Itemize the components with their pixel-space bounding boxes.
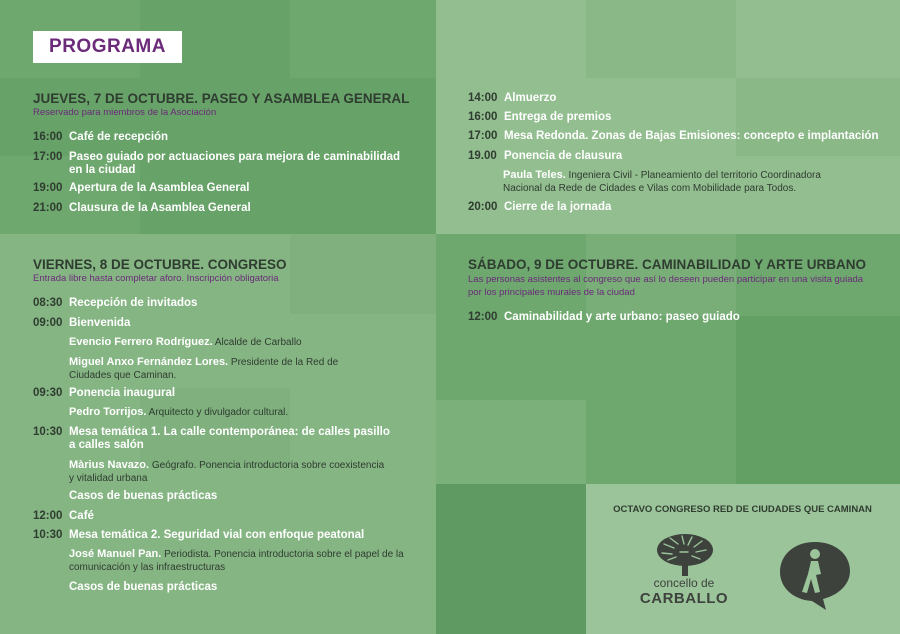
speaker-name: Màrius Navazo. (69, 459, 150, 471)
schedule-text: Café (69, 510, 94, 522)
bg-tile-mid-left-a (290, 234, 436, 314)
schedule-time: 12:00 (468, 311, 498, 323)
friday-title: VIERNES, 8 DE OCTUBRE. CONGRESO (33, 257, 287, 272)
schedule-text: Mesa temática 1. La calle contemporánea: de calles pasillo (69, 426, 390, 438)
schedule-text: Entrega de premios (504, 111, 612, 123)
congress-name: OCTAVO CONGRESO RED DE CIUDADES QUE CAMINAN (613, 504, 872, 515)
speaker-entry (69, 459, 431, 485)
schedule-time: 19:00 (33, 182, 63, 194)
speaker-desc-line2: y vitalidad urbana (69, 473, 148, 484)
speaker-name: Miguel Anxo Fernández Lores. (69, 356, 229, 368)
schedule-text-line2: a calles salón (69, 439, 144, 451)
page-title: PROGRAMA (33, 31, 182, 63)
schedule-text: Recepción de invitados (69, 297, 198, 309)
schedule-time: 08:30 (33, 297, 63, 309)
speaker-entry (69, 356, 429, 382)
schedule-time: 09:00 (33, 317, 63, 329)
speaker-desc: Arquitecto y divulgador cultural. (146, 407, 289, 418)
schedule-time: 12:00 (33, 510, 63, 522)
good-practices-label: Casos de buenas prácticas (69, 581, 218, 593)
schedule-time: 20:00 (468, 201, 498, 213)
speaker-desc: Geógrafo. Ponencia introductoria sobre coexistencia (149, 460, 385, 471)
speaker-desc: Periodista. Ponencia introductoria sobre el papel de la (161, 549, 404, 560)
schedule-text: Ponencia inaugural (69, 387, 176, 399)
speaker-entry (69, 336, 429, 349)
bg-tile-mid-right-b (736, 316, 900, 484)
schedule-time: 17:00 (468, 130, 498, 142)
schedule-time: 16:00 (468, 111, 498, 123)
speaker-desc-line2: comunicación y las infraestructuras (69, 562, 226, 573)
speaker-name: Paula Teles. (503, 169, 566, 181)
schedule-text: Caminabilidad y arte urbano: paseo guiado (504, 311, 740, 323)
schedule-time: 10:30 (33, 529, 63, 541)
schedule-text: Bienvenida (69, 317, 131, 329)
schedule-text: Cierre de la jornada (504, 201, 612, 213)
speaker-name: Pedro Torrijos. (69, 406, 147, 418)
schedule-text: Café de recepción (69, 131, 169, 143)
schedule-text: Paseo guiado por actuaciones para mejora de caminabilidad (69, 151, 401, 163)
bg-tile-top-right-b (736, 78, 900, 156)
schedule-time: 21:00 (33, 202, 63, 214)
saturday-subtitle-line1: Las personas asistentes al congreso que así lo deseen pueden participar en una visita guiada (468, 274, 864, 285)
saturday-subtitle (468, 273, 888, 299)
walking-person-icon (776, 538, 854, 612)
schedule-time: 10:30 (33, 426, 63, 438)
schedule-row (33, 151, 433, 177)
schedule-text: Ponencia de clausura (504, 150, 623, 162)
logo-line1: concello de (653, 576, 715, 590)
saturday-title: SÁBADO, 9 DE OCTUBRE. CAMINABILIDAD Y ARTE URBANO (468, 257, 867, 272)
bg-tile-mid-right-c (436, 400, 586, 484)
carballo-tree-icon (650, 530, 720, 578)
bg-tile-top-right-a (586, 0, 736, 78)
schedule-time: 17:00 (33, 151, 63, 163)
speaker-desc-line2: Ciudades que Caminan. (69, 370, 177, 381)
logo-line2: CARBALLO (639, 590, 729, 607)
bg-tile-top-left-b (290, 0, 436, 78)
speaker-desc: Ingeniera Civil - Planeamiento del territorio Coordinadora (565, 170, 821, 181)
speaker-name: José Manuel Pan. (69, 548, 162, 560)
good-practices-label: Casos de buenas prácticas (69, 490, 218, 502)
schedule-time: 09:30 (33, 387, 63, 399)
schedule-time: 16:00 (33, 131, 63, 143)
speaker-name: Evencio Ferrero Rodríguez. (69, 336, 213, 348)
schedule-text-line2: en la ciudad (69, 164, 136, 176)
schedule-row (33, 426, 433, 452)
bg-tile-bottom-center (436, 484, 586, 634)
speaker-desc-line2: Nacional da Rede de Cidades e Vilas com Mobilidade para Todos. (503, 183, 797, 194)
speaker-desc: Alcalde de Carballo (212, 337, 302, 348)
schedule-text: Apertura de la Asamblea General (69, 182, 250, 194)
friday-subtitle: Entrada libre hasta completar aforo. Inscripción obligatoria (33, 273, 279, 284)
thursday-title: JUEVES, 7 DE OCTUBRE. PASEO Y ASAMBLEA GENERAL (33, 91, 410, 106)
schedule-time: 19.00 (468, 150, 497, 162)
speaker-desc: Presidente de la Red de (228, 357, 339, 368)
speaker-entry (503, 169, 893, 195)
schedule-text: Mesa temática 2. Seguridad vial con enfoque peatonal (69, 529, 365, 541)
schedule-text: Mesa Redonda. Zonas de Bajas Emisiones: concepto e implantación (504, 130, 879, 142)
speaker-entry (69, 406, 429, 419)
schedule-text: Almuerzo (504, 92, 557, 104)
saturday-subtitle-line2: por los principales murales de la ciudad (468, 287, 635, 298)
schedule-time: 14:00 (468, 92, 498, 104)
schedule-text: Clausura de la Asamblea General (69, 202, 251, 214)
thursday-subtitle: Reservado para miembros de la Asociación (33, 107, 217, 118)
speaker-entry (69, 548, 431, 574)
